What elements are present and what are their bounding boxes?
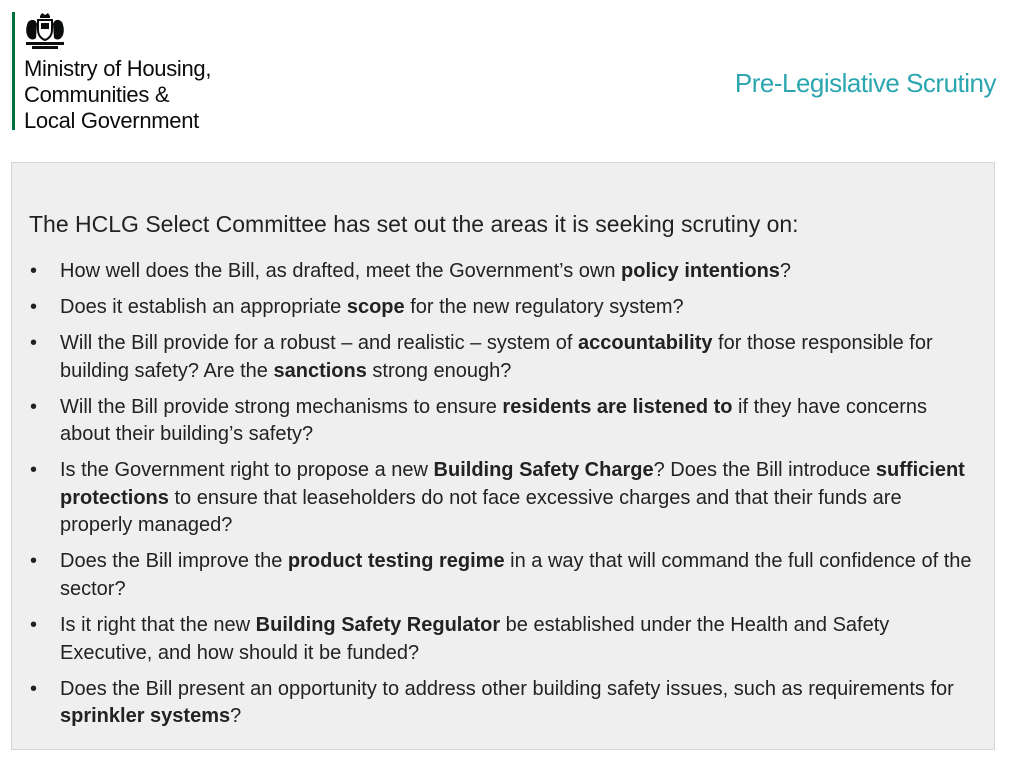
bullet-emphasis: accountability bbox=[578, 332, 713, 355]
bullet-text: Does the Bill improve the bbox=[60, 550, 288, 573]
scrutiny-bullet bbox=[29, 612, 979, 667]
bullet-emphasis: product testing regime bbox=[287, 550, 505, 573]
intro-text: The HCLG Select Committee has set out the areas it is seeking scrutiny on: bbox=[29, 211, 799, 237]
bullet-text: How well does the Bill, as drafted, meet the Government’s own bbox=[60, 260, 622, 282]
bullet-text: Will the Bill provide for a robust – and realistic – system of bbox=[60, 332, 578, 355]
scrutiny-bullet bbox=[29, 457, 979, 540]
slide-title: Pre-Legislative Scrutiny bbox=[734, 68, 996, 98]
org-name-line: Ministry of Housing, bbox=[24, 56, 212, 81]
bullet-text: ? Does the Bill introduce bbox=[653, 459, 876, 482]
bullet-emphasis: sprinkler systems bbox=[60, 705, 231, 728]
bullet-text: if they have concerns about their building’s safety? bbox=[60, 395, 928, 446]
scrutiny-bullet bbox=[29, 548, 979, 603]
bullet-text: ? bbox=[230, 705, 242, 728]
scrutiny-bullet-list bbox=[29, 258, 979, 739]
scrutiny-bullet bbox=[29, 676, 979, 731]
scrutiny-bullet bbox=[29, 258, 979, 286]
scrutiny-bullet bbox=[29, 394, 979, 449]
bullet-text: Will the Bill provide strong mechanisms to ensure bbox=[60, 395, 503, 418]
logo-accent-bar bbox=[12, 12, 15, 130]
bullet-text: Does the Bill present an opportunity to address other building safety issues, such as requirements for bbox=[60, 677, 954, 700]
bullet-text: to ensure that leaseholders do not face excessive charges and that their funds are properly managed? bbox=[60, 486, 902, 537]
organisation-name bbox=[24, 56, 211, 134]
bullet-emphasis: sufficient protections bbox=[60, 459, 965, 509]
bullet-emphasis: Building Safety Regulator bbox=[255, 614, 501, 637]
content-panel bbox=[11, 162, 995, 750]
bullet-text: Is it right that the new bbox=[60, 614, 256, 637]
bullet-emphasis: residents are listened to bbox=[502, 395, 733, 418]
bullet-emphasis: Building Safety Charge bbox=[433, 459, 654, 482]
scrutiny-bullet bbox=[29, 330, 979, 385]
scrutiny-bullet bbox=[29, 294, 979, 322]
bullet-text: Does it establish an appropriate bbox=[60, 296, 347, 319]
bullet-emphasis: policy intentions bbox=[621, 260, 780, 282]
org-name-line: Communities & bbox=[24, 82, 170, 107]
bullet-emphasis: scope bbox=[346, 296, 405, 319]
bullet-text: ? bbox=[779, 260, 792, 282]
bullet-text: for those responsible for building safety? Are the bbox=[60, 332, 933, 382]
bullet-text: Is the Government right to propose a new bbox=[60, 459, 434, 482]
bullet-emphasis: sanctions bbox=[273, 359, 367, 382]
bullet-text: in a way that will command the full confidence of the sector? bbox=[60, 550, 972, 600]
bullet-text: strong enough? bbox=[366, 359, 512, 382]
org-name-line: Local Government bbox=[24, 108, 199, 133]
bullet-text: be established under the Health and Safety Executive, and how should it be funded? bbox=[60, 614, 890, 664]
bullet-text: for the new regulatory system? bbox=[404, 296, 684, 319]
royal-coat-of-arms-icon bbox=[22, 12, 68, 52]
